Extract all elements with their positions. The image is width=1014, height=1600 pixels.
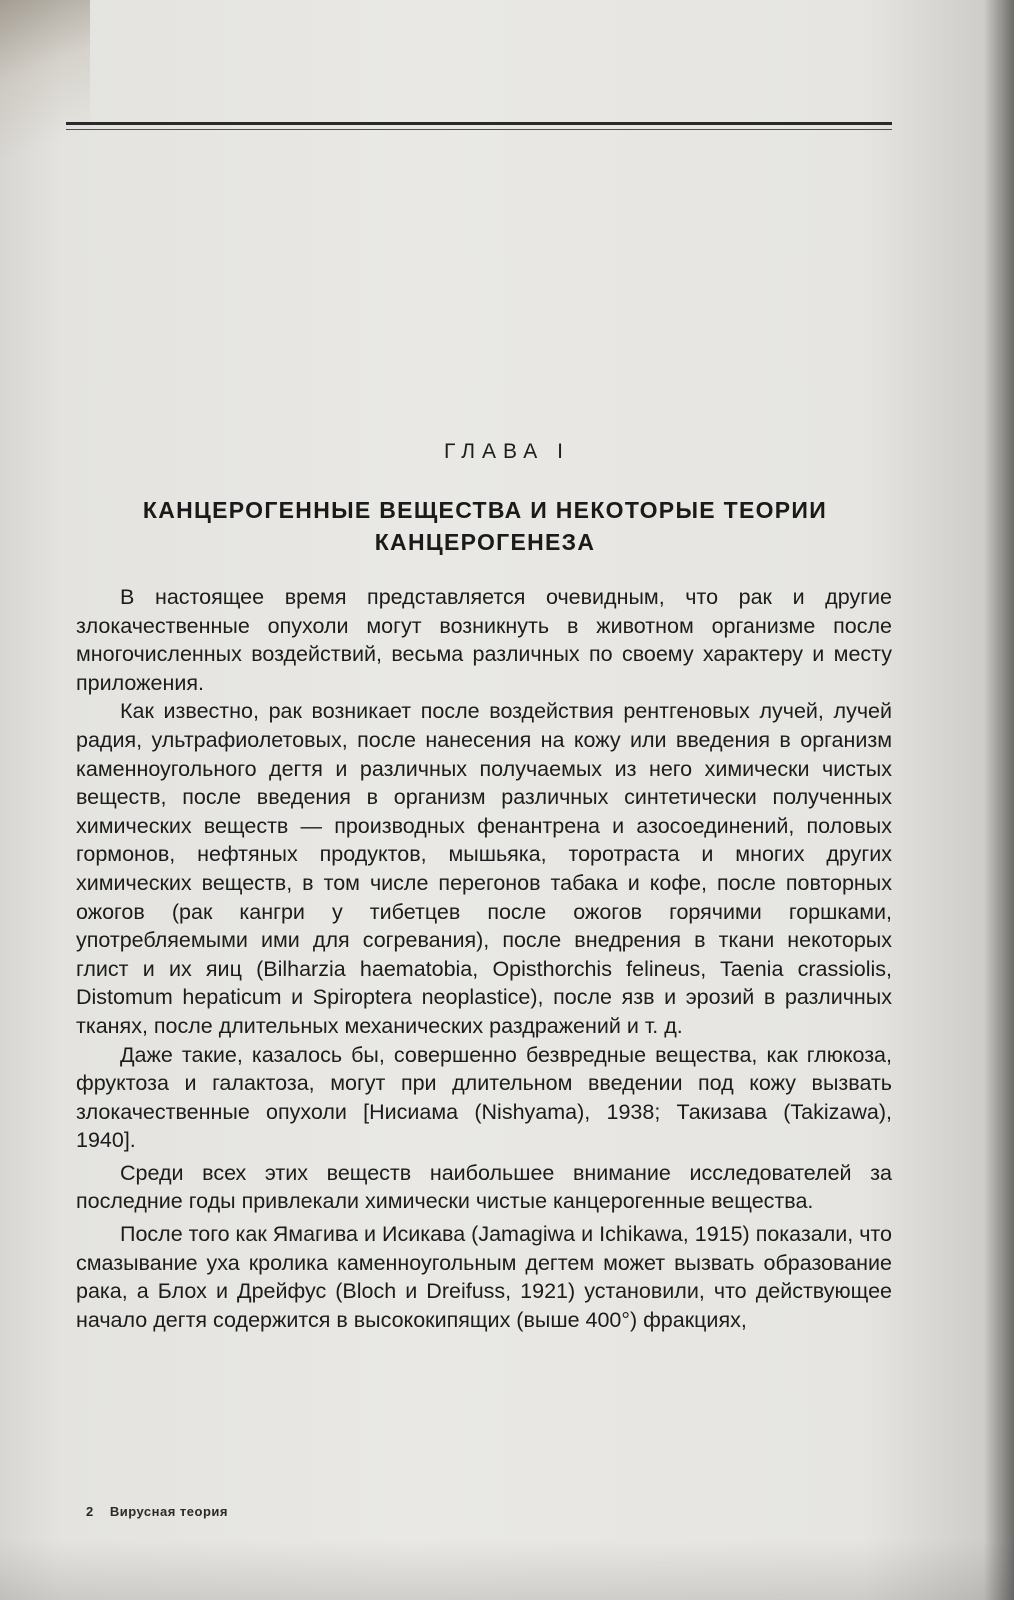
paragraph: Даже такие, казалось бы, совершенно безвредные вещества, как глюкоза, фруктоза и галактоза, могут при длительном введении под кожу вызвать злокачественные опухоли [Нисиама (Nishyama), 1938; Такизава (Takizawa), 1940]. bbox=[76, 1042, 892, 1153]
paragraph: Среди всех этих веществ наибольшее внимание исследователей за последние годы привлекали химически чистые канцерогенные вещества. bbox=[76, 1160, 892, 1214]
header-rule-thin bbox=[66, 129, 892, 130]
header-rule bbox=[66, 122, 892, 125]
signature-footer bbox=[86, 1504, 228, 1519]
signature-number: 2 bbox=[86, 1504, 94, 1519]
chapter-title: КАНЦЕРОГЕННЫЕ ВЕЩЕСТВА И НЕКОТОРЫЕ ТЕОРИИ КАНЦЕРОГЕНЕЗА bbox=[142, 497, 828, 555]
paragraph: Как известно, рак возникает после воздействия рентгеновых лучей, лучей радия, ультрафиолетовых, после нанесения на кожу или введения в организм каменноугольного дегтя и различных получаемых из него химически чистых веществ, после введения в организм различных синтетически полученных химических веществ — производных фенантрена и азосоединений, половых гормонов, нефтяных продуктов, мышьяка, торотраста и многих других химических веществ, в том числе перегонов табака и кофе, после повторных ожогов (рак кангри у тибетцев после ожогов горячими горшками, употребляемыми ими для согревания), после внедрения в ткани некоторых глист и их яиц (Bilharzia haematobia, Opisthorchis felineus, Taenia crassiolis, Distomum hepaticum и Spiroptera neoplastice), после язв и эрозий в различных тканях, после длительных механических раздражений и т. д. bbox=[76, 699, 892, 1038]
paragraph: В настоящее время представляется очевидным, что рак и другие злокачественные опухоли могут возникнуть в животном организме после многочисленных воздействий, весьма различных по своему характеру и месту приложения. bbox=[76, 585, 892, 695]
chapter-label: ГЛАВА I bbox=[444, 440, 570, 463]
signature-title: Вирусная теория bbox=[109, 1504, 228, 1519]
paragraph: После того как Ямагива и Исикава (Jamagiwa и Ichikawa, 1915) показали, что смазывание уха кролика каменноугольным дегтем может вызвать образование рака, а Блох и Дрейфус (Bloch и Dreifuss, 1921) установили, что действующее начало дегтя содержится в высококипящих (выше 400°) фракциях, bbox=[76, 1222, 892, 1332]
chapter-body bbox=[76, 583, 892, 1334]
